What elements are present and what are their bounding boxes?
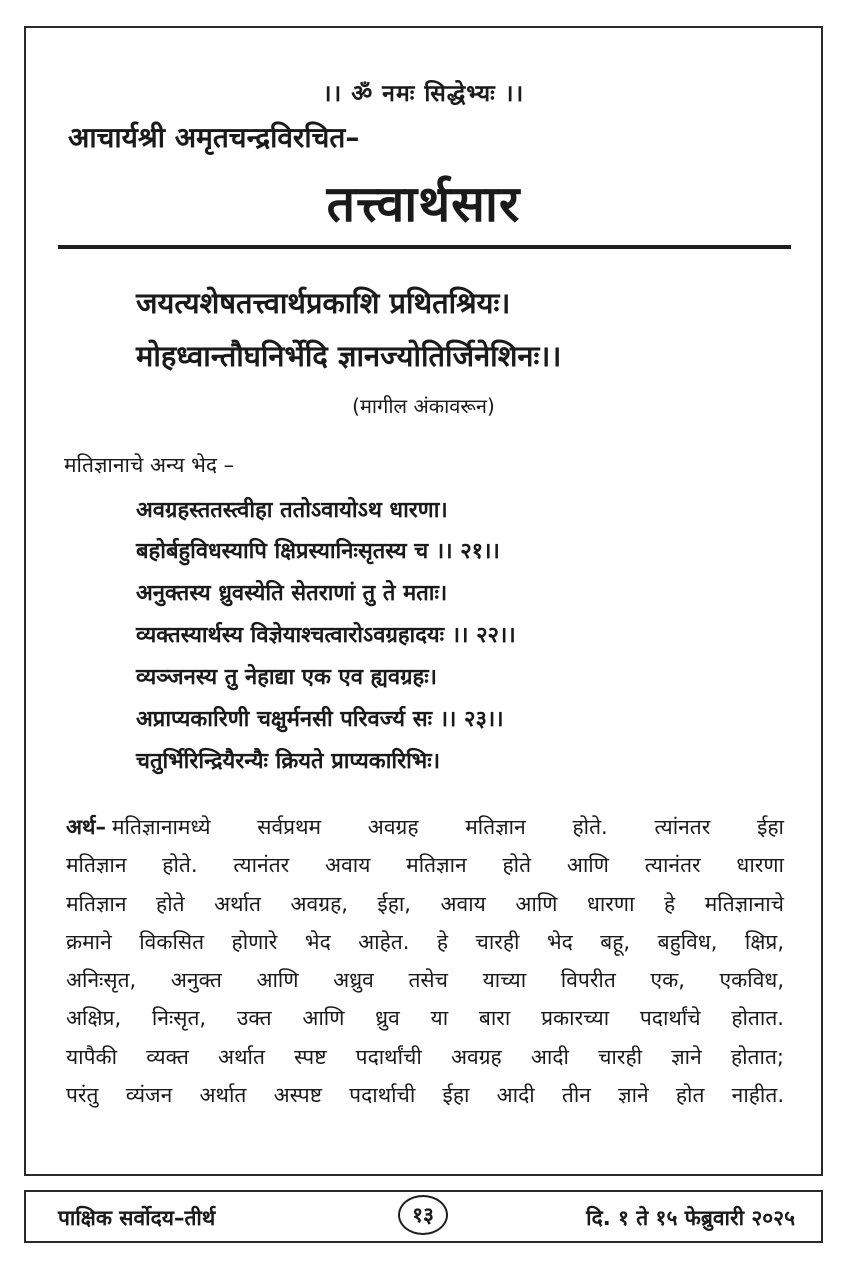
meaning-line: क्रमाने विकसित होणारे भेद आहेत. हे चारही भेद बहू, बहुविध, क्षिप्र, [66,929,784,954]
meaning-line: मतिज्ञान होते अर्थात अवग्रह, ईहा, अवाय आणि धारणा हे मतिज्ञानाचे [66,891,784,916]
issue-date: दि. १ ते १५ फेब्रुवारी २०२५ [586,1206,795,1230]
meaning-label: अर्थ– [66,815,106,839]
meaning-line: परंतु व्यंजन अर्थात अस्पष्ट पदार्थाची ईहा आदी तीन ज्ञाने होत नाहीत. [66,1083,784,1108]
title-divider [58,245,791,249]
meaning-line: अक्षिप्र, निःसृत, उक्त आणि ध्रुव या बारा प्रकारच्या पदार्थांचे होतात. [66,1006,784,1031]
verse-line: चतुर्भिरिन्द्रियैरन्यैः क्रियते प्राप्यकारिभिः। [136,749,441,774]
author-line: आचार्यश्री अमृतचन्द्रविरचित– [68,121,360,154]
meaning-line [66,808,784,846]
page-number-badge: १३ [398,1195,448,1235]
invocation-line: ।। ॐ नमः सिद्धेभ्यः ।। [322,81,525,107]
verse-line: अनुक्तस्य ध्रुवस्येति सेतराणां तु ते मताः। [136,581,448,606]
book-title: तत्त्वार्थसार [326,175,521,233]
continuation-note: (मागील अंकावरून) [352,394,495,418]
footer-bar [24,1190,823,1243]
verse-line: अप्राप्यकारिणी चक्षुर्मनसी परिवर्ज्य सः ।। २३।। [136,707,504,732]
meaning-line: यापैकी व्यक्त अर्थात स्पष्ट पदार्थांची अवग्रह आदी चारही ज्ञाने होतात; [66,1044,784,1069]
mangala-verse-line: जयत्यशेषतत्त्वार्थप्रकाशि प्रथितश्रियः। [136,286,511,320]
meaning-paragraph [66,808,784,1114]
verse-line: व्यञ्जनस्य तु नेहाद्या एक एव ह्यवग्रहः। [136,665,437,690]
meaning-text: मतिज्ञानामध्ये सर्वप्रथम अवग्रह मतिज्ञान होते. त्यांनतर ईहा [111,815,784,839]
verse-line: अवग्रहस्ततस्त्वीहा ततोऽवायोऽथ धारणा। [136,498,448,523]
mangala-verse-line: मोहध्वान्तौघनिर्भेदि ज्ञानज्योतिर्जिनेशिनः।। [136,339,562,373]
section-heading: मतिज्ञानाचे अन्य भेद – [64,453,235,477]
verse-line: बहोर्बहुविधस्यापि क्षिप्रस्यानिःसृतस्य च ।। २१।। [136,539,500,564]
main-content-frame [24,26,823,1176]
verse-line: व्यक्तस्यार्थस्य विज्ञेयाश्चत्वारोऽवग्रहादयः ।। २२।। [136,623,516,648]
meaning-line: मतिज्ञान होते. त्यानंतर अवाय मतिज्ञान होते आणि त्यानंतर धारणा [66,853,784,878]
meaning-line: अनिःसृत, अनुक्त आणि अध्रुव तसेच याच्या विपरीत एक, एकविध, [66,968,784,993]
publication-name: पाक्षिक सर्वोदय–तीर्थ [58,1206,216,1230]
